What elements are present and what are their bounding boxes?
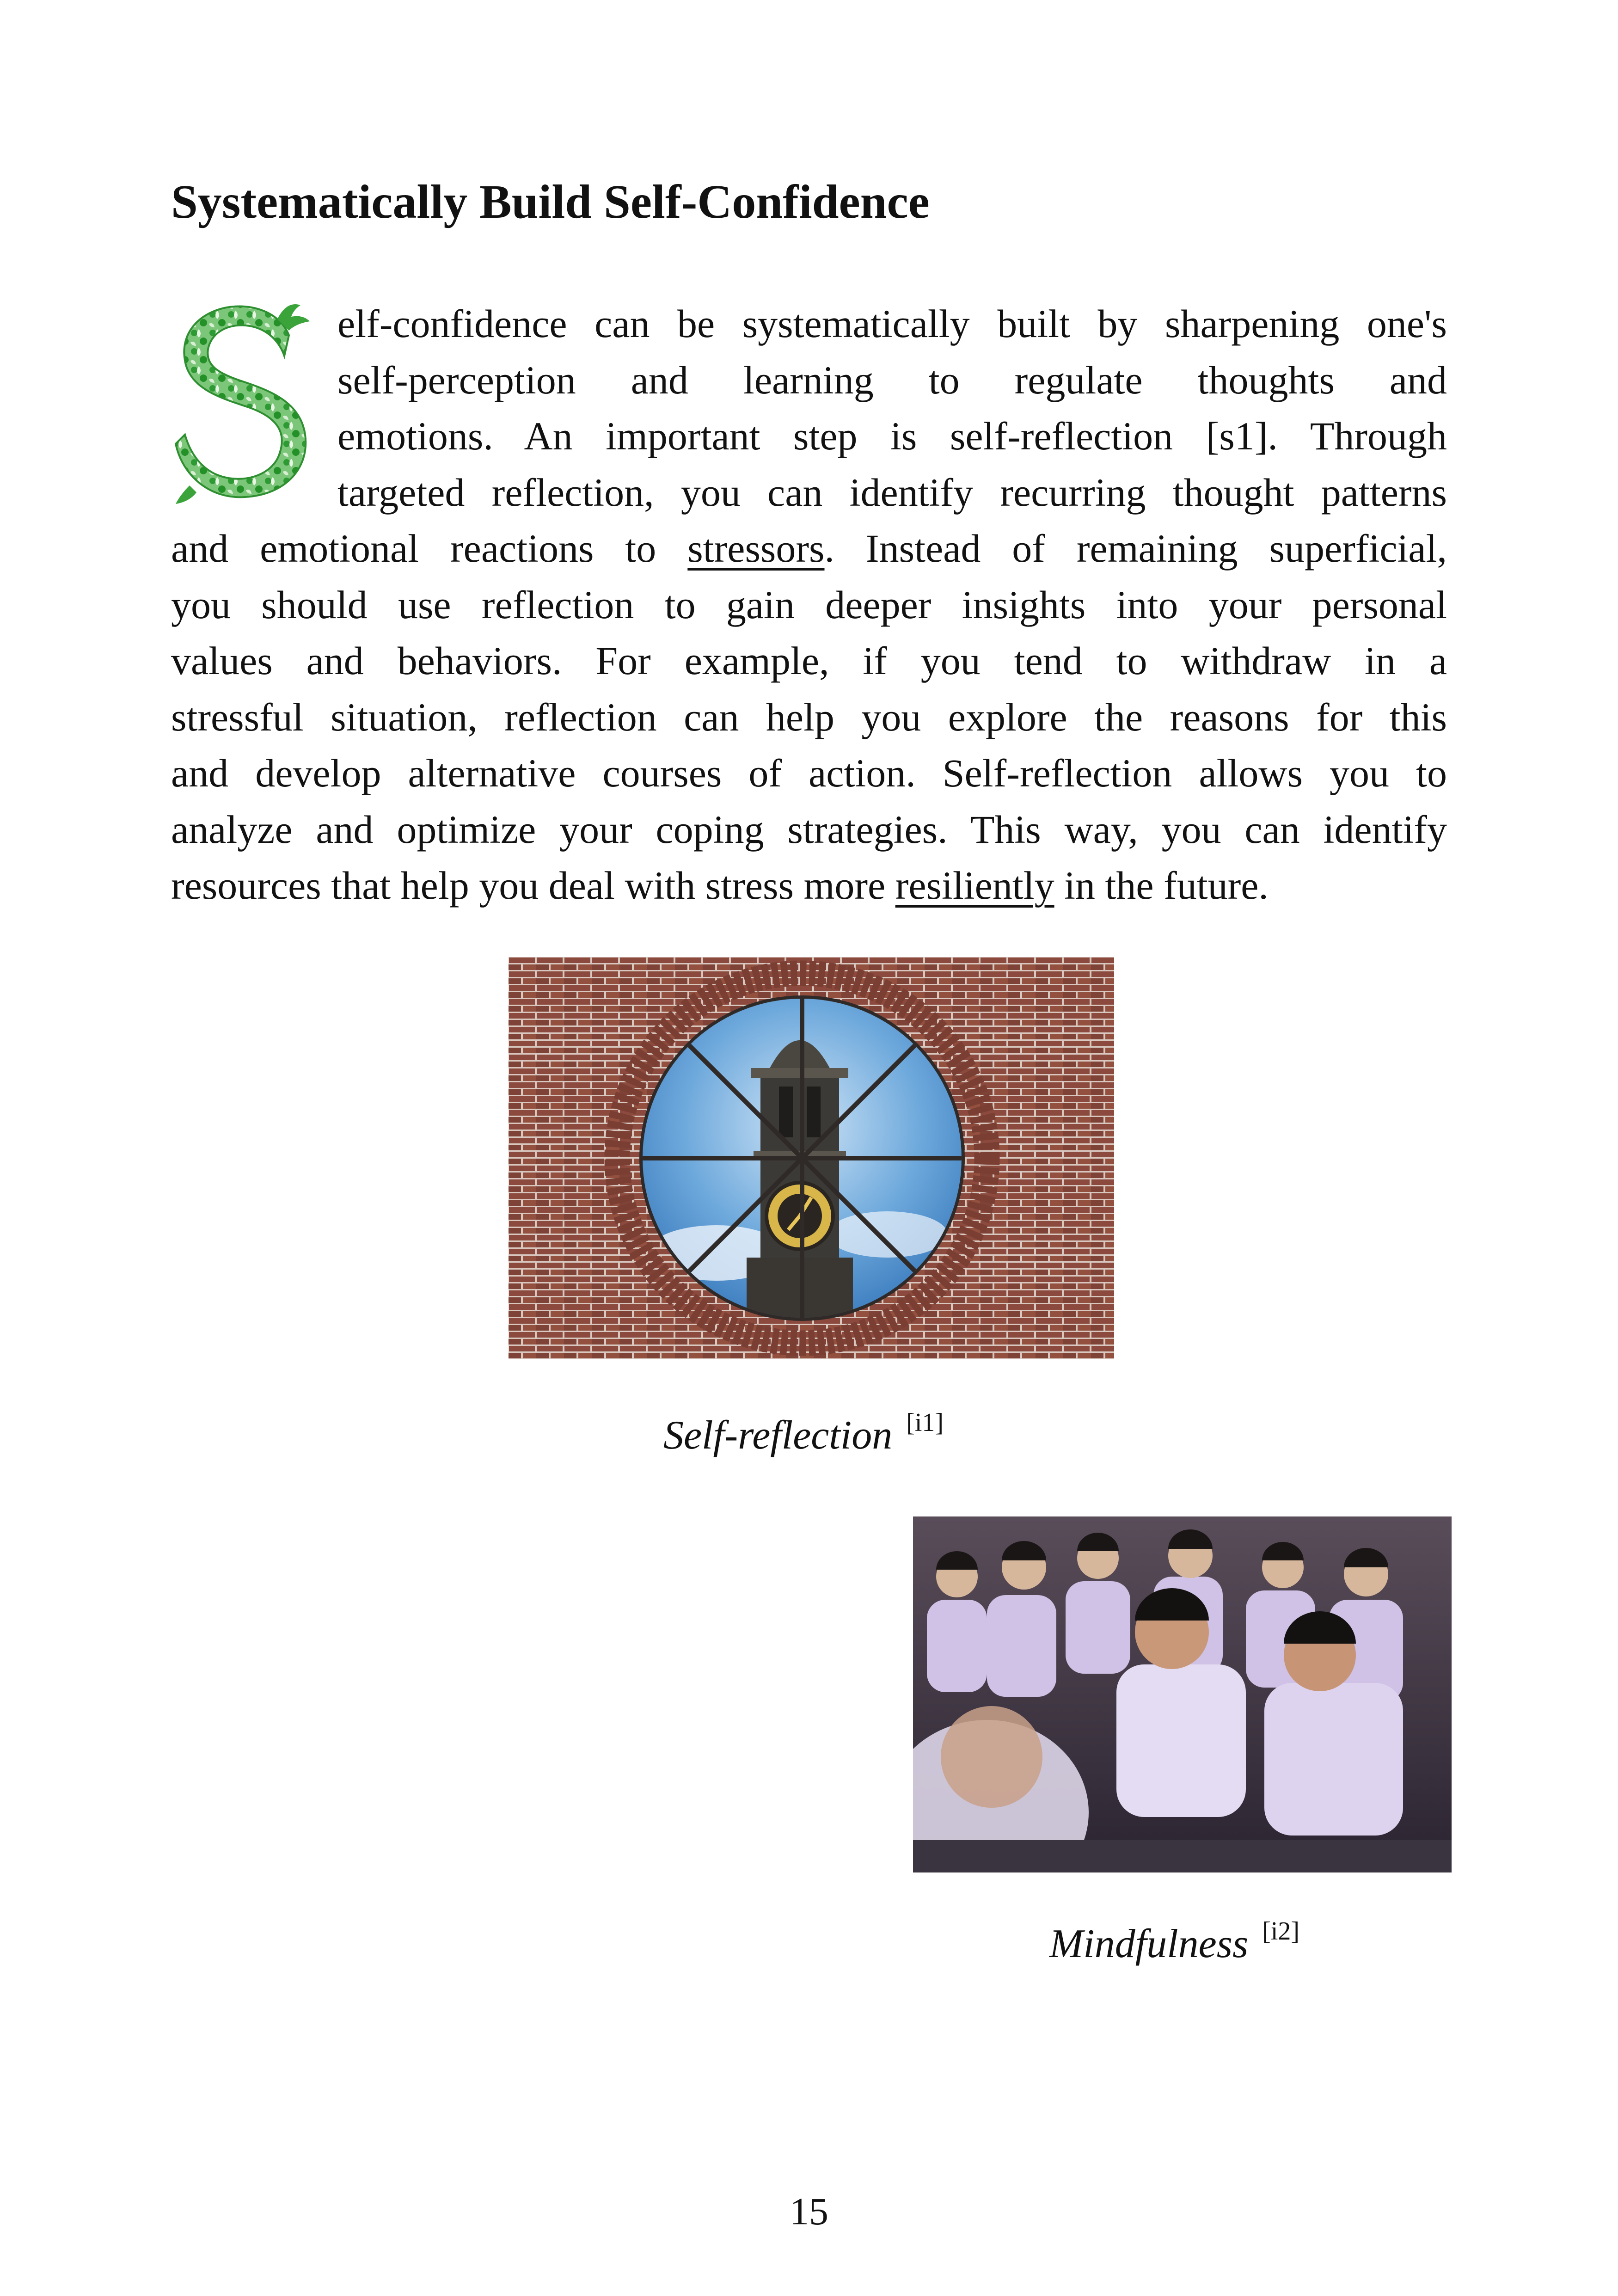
paragraph-line: stressful situation, reflection can help you explore the reasons for this <box>171 694 1447 739</box>
paragraph-line: self-perception and learning to regulate thoughts and <box>337 357 1447 402</box>
paragraph-line: and develop alternative courses of action. Self-reflection allows you to <box>171 751 1447 795</box>
figure-caption <box>1049 1916 1299 1967</box>
section-heading: Systematically Build Self-Confidence <box>171 175 930 228</box>
caption-text: Self-reflection <box>663 1413 893 1458</box>
self-reflection-image <box>509 957 1114 1359</box>
stressors-link[interactable]: stressors <box>687 526 825 571</box>
caption-text: Mindfulness <box>1049 1922 1249 1966</box>
paragraph-line <box>171 858 1447 914</box>
text-run: and emotional reactions to <box>171 526 688 571</box>
paragraph-line: emotions. An important step is self-reflection [s1]. Through <box>337 414 1447 458</box>
text-run: resources that help you deal with stress more <box>171 863 895 908</box>
paragraph-indented <box>337 296 1447 521</box>
figure-reference: [i2] <box>1262 1917 1300 1946</box>
paragraph-line: you should use reflection to gain deeper insights into your personal <box>171 582 1447 627</box>
paragraph-line: elf-confidence can be systematically built by sharpening one's <box>337 301 1447 346</box>
paragraph-line: analyze and optimize your coping strategies. This way, you can identify <box>171 807 1447 852</box>
figure-reference: [i1] <box>906 1408 944 1437</box>
page-number: 15 <box>790 2190 828 2233</box>
resiliently-link[interactable]: resiliently <box>895 863 1054 908</box>
text-run: . Instead of remaining superficial, <box>824 526 1447 571</box>
mindfulness-image <box>913 1516 1452 1872</box>
paragraph-line: targeted reflection, you can identify recurring thought patterns <box>337 470 1447 515</box>
paragraph-line: values and behaviors. For example, if you tend to withdraw in a <box>171 638 1447 683</box>
paragraph-full <box>171 521 1447 914</box>
decorative-dropcap-s <box>171 291 317 509</box>
text-run: in the future. <box>1054 863 1269 908</box>
paragraph-line <box>171 521 1447 577</box>
figure-caption <box>663 1408 944 1459</box>
